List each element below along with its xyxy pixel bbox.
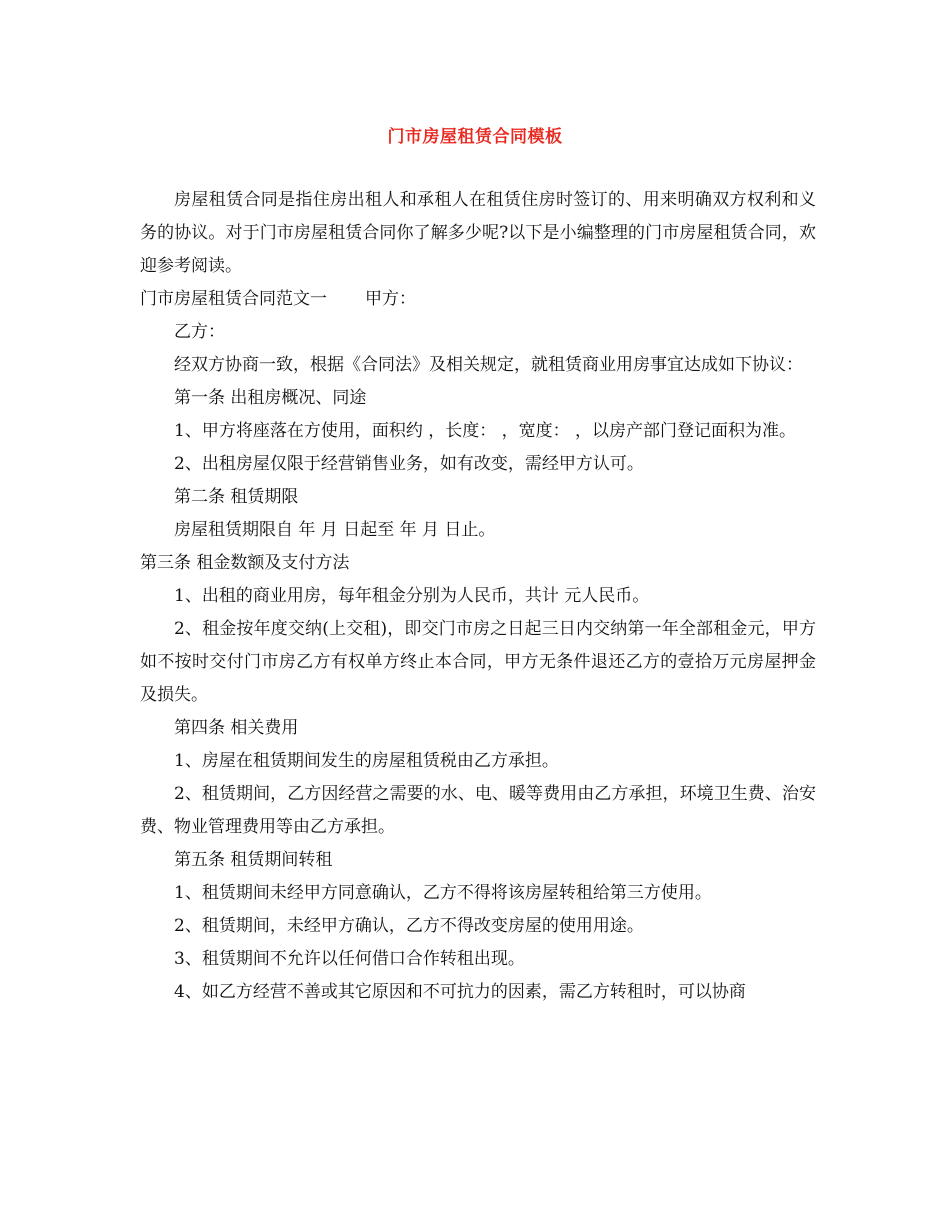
intro-paragraph: 房屋租赁合同是指住房出租人和承租人在租赁住房时签订的、用来明确双方权利和义务的协议。对于门市房屋租赁合同你了解多少呢?以下是小编整理的门市房屋租赁合同，欢迎参考阅读。 [140,190,816,276]
article-5-title: 第五条 租赁期间转租 [174,850,333,870]
article-4-title: 第四条 相关费用 [174,718,299,738]
article-4-item-1: 1、房屋在租赁期间发生的房屋租赁税由乙方承担。 [174,751,559,771]
document-body [140,184,816,1009]
article-1-title: 第一条 出租房概况、同途 [174,388,367,408]
article-4-item-2: 2、租赁期间，乙方因经营之需要的水、电、暖等费用由乙方承担，环境卫生费、治安费、物业管理费用等由乙方承担。 [140,784,816,837]
preamble-paragraph: 经双方协商一致，根据《合同法》及相关规定，就租赁商业用房事宜达成如下协议： [174,355,803,375]
article-2-title: 第二条 租赁期限 [174,487,299,507]
article-1-item-1: 1、甲方将座落在方使用，面积约 ，长度： ，宽度： ，以房产部门登记面积为准。 [174,421,797,441]
document-title: 门市房屋租赁合同模板 [387,127,563,147]
sample-heading-line [140,283,816,316]
party-b-label: 乙方： [174,322,225,342]
article-1-item-2: 2、出租房屋仅限于经营销售业务，如有改变，需经甲方认可。 [174,454,644,474]
article-3-item-2: 2、租金按年度交纳(上交租)，即交门市房之日起三日内交纳第一年全部租金元，甲方如不按时交付门市房乙方有权单方终止本合同，甲方无条件退还乙方的壹拾万元房屋押金及损失。 [140,619,816,705]
article-5-item-4: 4、如乙方经营不善或其它原因和不可抗力的因素，需乙方转租时，可以协商 [174,982,746,1002]
article-5-item-2: 2、租赁期间，未经甲方确认，乙方不得改变房屋的使用用途。 [174,916,644,936]
article-5-item-3: 3、租赁期间不允许以任何借口合作转租出现。 [174,949,525,969]
article-2-item-1: 房屋租赁期限自 年 月 日起至 年 月 日止。 [174,520,496,540]
party-a-label: 甲方： [365,289,416,309]
article-5-item-1: 1、租赁期间未经甲方同意确认，乙方不得将该房屋转租给第三方使用。 [174,883,712,903]
article-3-item-1: 1、出租的商业用房，每年租金分别为人民币，共计 元人民币。 [174,586,650,606]
sample-heading: 门市房屋租赁合同范文一 [140,289,327,309]
article-3-title: 第三条 租金数额及支付方法 [140,553,350,573]
